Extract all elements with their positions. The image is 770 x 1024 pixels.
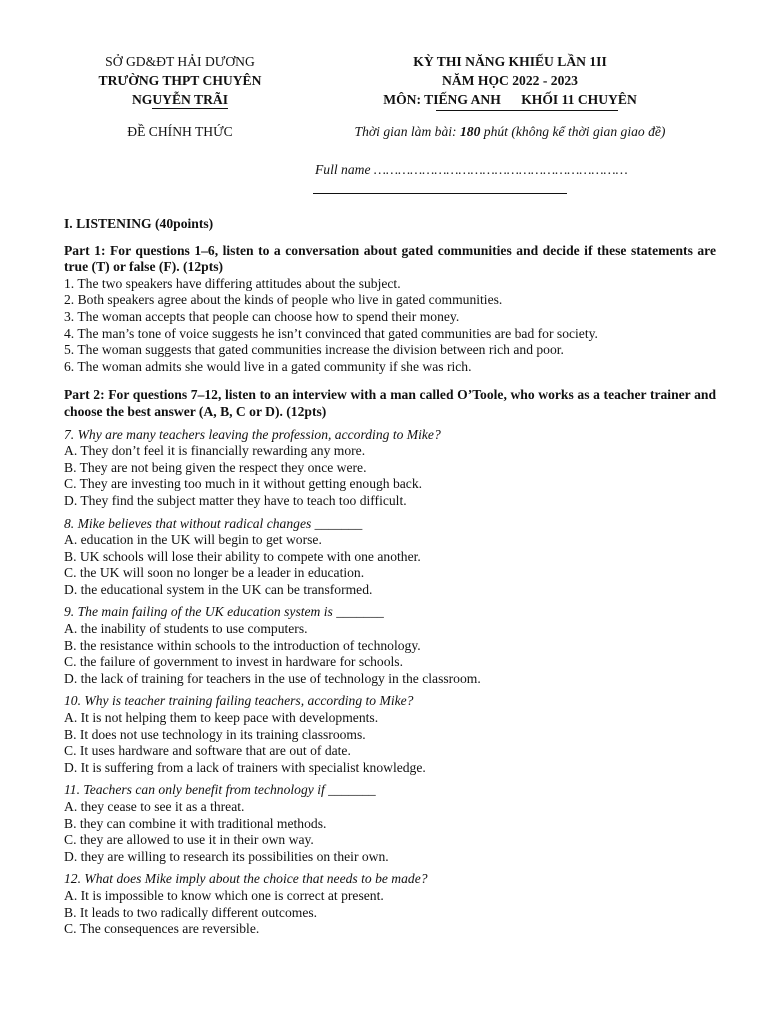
fullname-underline	[313, 193, 567, 194]
question-stem: 7. Why are many teachers leaving the profession, according to Mike?	[64, 426, 441, 442]
option-b: B. It does not use technology in its training classrooms.	[64, 726, 366, 742]
option-b: B. the resistance within schools to the introduction of technology.	[64, 637, 421, 653]
option-c: C. They are investing too much in it without getting enough back.	[64, 476, 423, 492]
option-c: C. The consequences are reversible.	[64, 921, 260, 937]
time-suffix: phút (không kể thời gian giao đề)	[480, 124, 666, 139]
statement: 5. The woman suggests that gated communities increase the division between rich and poor.	[64, 342, 564, 358]
part2-heading	[64, 387, 716, 420]
question-11	[64, 782, 716, 865]
option-d: D. the lack of training for teachers in the use of technology in the classroom.	[64, 670, 481, 686]
option-d: D. It is suffering from a lack of trainers with specialist knowledge.	[64, 759, 426, 775]
statement: 1. The two speakers have differing attitudes about the subject.	[64, 275, 401, 291]
grade: KHỐI 11 CHUYÊN	[521, 92, 637, 107]
part2-instructions: : For questions 7–12, listen to an interview with a man called O’Toole, who works as a teacher trainer and choose the best answer (A, B, C or D). (12pts)	[64, 387, 716, 419]
exam-title: KỲ THI NĂNG KHIẾU LẦN 1II	[413, 54, 607, 69]
option-d: D. they are willing to research its possibilities on their own.	[64, 848, 389, 864]
statement: 4. The man’s tone of voice suggests he isn’t convinced that gated communities are bad for society.	[64, 325, 598, 341]
section-title: I. LISTENING (40points)	[64, 216, 214, 231]
exam-underline	[436, 110, 618, 111]
exam-content	[64, 216, 716, 938]
statement: 6. The woman admits she would live in a gated community if she was rich.	[64, 358, 472, 374]
option-d: D. the educational system in the UK can be transformed.	[64, 581, 373, 597]
question-stem: 9. The main failing of the UK education system is _______	[64, 604, 384, 620]
question-9	[64, 604, 716, 687]
department-name: SỞ GD&ĐT HẢI DƯƠNG	[105, 54, 255, 69]
option-a: A. the inability of students to use computers.	[64, 621, 308, 637]
option-b: B. they can combine it with traditional methods.	[64, 815, 327, 831]
option-a: A. they cease to see it as a threat.	[64, 799, 245, 814]
question-stem: 10. Why is teacher training failing teachers, according to Mike?	[64, 693, 414, 709]
part1-heading: Part 1: For questions 1–6, listen to a conversation about gated communities and decide if these statements are true (T) or false (F). (12pts)	[64, 242, 716, 275]
fullname-field: Full name ………………………………………………………	[315, 162, 628, 177]
question-10	[64, 693, 716, 776]
question-stem: 12. What does Mike imply about the choice that needs to be made?	[64, 871, 428, 887]
option-d: D. They find the subject matter they have to teach too difficult.	[64, 492, 407, 508]
option-c: C. It uses hardware and software that are out of date.	[64, 743, 351, 759]
option-b: B. UK schools will lose their ability to compete with one another.	[64, 548, 421, 564]
question-stem: 11. Teachers can only benefit from technology if _______	[64, 782, 376, 798]
question-12	[64, 871, 716, 937]
school-underline	[152, 108, 228, 109]
option-c: C. the UK will soon no longer be a leader in education.	[64, 565, 365, 581]
part1-statements	[64, 276, 716, 376]
subject: MÔN: TIẾNG ANH	[383, 92, 501, 107]
option-b: B. They are not being given the respect they once were.	[64, 459, 367, 475]
school-name-line2: NGUYỄN TRÃI	[131, 92, 229, 107]
option-c: C. they are allowed to use it in their own way.	[64, 832, 314, 848]
statement: 2. Both speakers agree about the kinds of people who live in gated communities.	[64, 292, 503, 308]
option-a: A. It is not helping them to keep pace with developments.	[64, 710, 379, 726]
official-label: ĐỀ CHÍNH THỨC	[127, 124, 233, 139]
option-c: C. the failure of government to invest in hardware for schools.	[64, 654, 403, 670]
school-header	[60, 52, 300, 109]
question-8	[64, 516, 716, 599]
school-name-line1: TRƯỜNG THPT CHUYÊN	[98, 73, 262, 88]
school-year: NĂM HỌC 2022 - 2023	[442, 73, 578, 88]
option-a: A. education in the UK will begin to get worse.	[64, 532, 322, 548]
option-a: A. It is impossible to know which one is correct at present.	[64, 887, 384, 903]
exam-header	[300, 52, 720, 109]
time-allowed	[300, 124, 720, 141]
option-b: B. It leads to two radically different outcomes.	[64, 904, 318, 920]
time-value: 180	[459, 124, 481, 139]
question-stem: 8. Mike believes that without radical changes _______	[64, 515, 363, 531]
subject-line	[300, 90, 720, 109]
question-7	[64, 427, 716, 510]
part2-label: Part 2	[64, 387, 101, 403]
statement: 3. The woman accepts that people can choose how to spend their money.	[64, 308, 460, 324]
time-prefix: Thời gian làm bài:	[354, 124, 460, 139]
option-a: A. They don’t feel it is financially rewarding any more.	[64, 443, 366, 459]
